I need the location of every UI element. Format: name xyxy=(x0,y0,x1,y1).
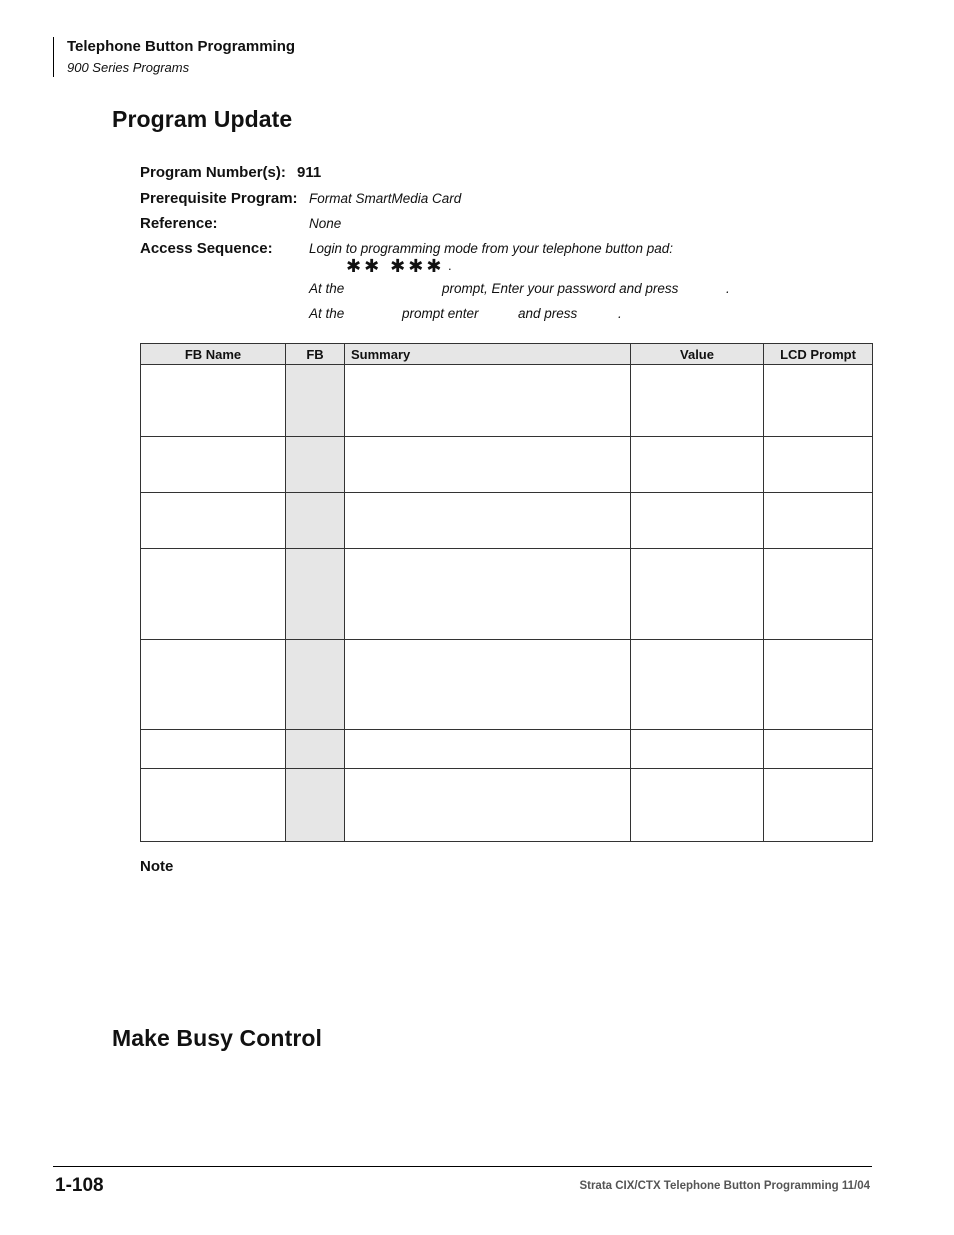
access-line-2a: At the xyxy=(309,281,345,296)
access-line-3d: . xyxy=(618,306,622,321)
access-line-3a: At the xyxy=(309,306,345,321)
table-row xyxy=(141,769,873,842)
access-sequence-label: Access Sequence: xyxy=(140,240,273,257)
reference-value: None xyxy=(309,216,342,231)
table-row xyxy=(141,493,873,549)
col-header-value: Value xyxy=(631,344,764,365)
note-label: Note xyxy=(140,858,174,875)
col-header-fb-name: FB Name xyxy=(141,344,286,365)
access-stars: ✱✱ ✱✱✱ xyxy=(346,256,445,276)
section-title-program-update: Program Update xyxy=(112,106,293,132)
table-row xyxy=(141,365,873,437)
table-row xyxy=(141,730,873,769)
prerequisite-value: Format SmartMedia Card xyxy=(309,191,462,206)
footer-rule xyxy=(53,1166,872,1167)
reference-label: Reference: xyxy=(140,215,218,232)
footer-doc-title: Strata CIX/CTX Telephone Button Programming 11/04 xyxy=(579,1180,870,1192)
access-stars-end: . xyxy=(448,258,452,273)
section-title-make-busy-control: Make Busy Control xyxy=(112,1025,323,1051)
access-line-2b: prompt, Enter your password and press xyxy=(442,281,679,296)
running-header-subtitle: 900 Series Programs xyxy=(67,60,190,75)
table-row xyxy=(141,437,873,493)
page-number: 1-108 xyxy=(55,1175,104,1196)
table-row xyxy=(141,640,873,730)
table-row xyxy=(141,549,873,640)
col-header-summary: Summary xyxy=(345,344,631,365)
access-line-2c: . xyxy=(726,281,730,296)
access-line-3b: prompt enter xyxy=(402,306,479,321)
table-header-row xyxy=(141,344,873,365)
access-line-3c: and press xyxy=(518,306,578,321)
col-header-fb: FB xyxy=(286,344,345,365)
access-line-1: Login to programming mode from your telephone button pad: xyxy=(309,241,673,256)
fb-table xyxy=(140,343,873,842)
header-rule xyxy=(53,37,54,77)
program-number-label: Program Number(s): xyxy=(140,164,286,181)
program-number-value: 911 xyxy=(297,164,322,181)
running-header-title: Telephone Button Programming xyxy=(67,38,296,55)
col-header-lcd-prompt: LCD Prompt xyxy=(764,344,873,365)
prerequisite-label: Prerequisite Program: xyxy=(140,190,298,207)
